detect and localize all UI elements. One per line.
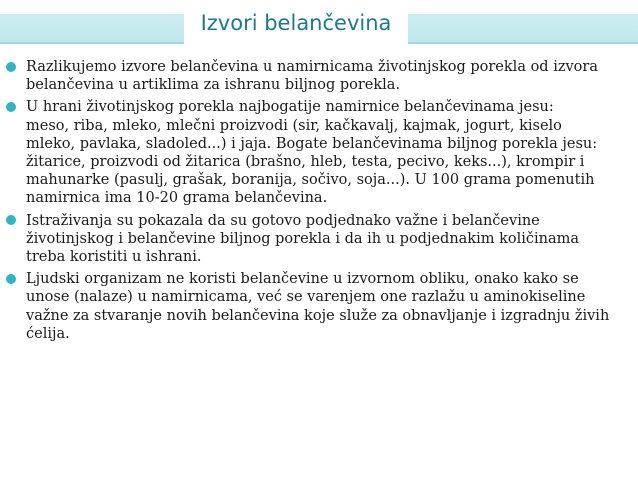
bullet-dot-icon <box>6 215 16 225</box>
bullet-text <box>26 212 628 267</box>
bullet-item <box>6 98 628 207</box>
bullet-list <box>6 58 628 347</box>
title-bar <box>0 0 638 46</box>
text-line: Ljudski organizam ne koristi belančevine u izvornom obliku, onako kako se <box>26 271 579 288</box>
text-line: mahunarke (pasulj, grašak, boranija, sočivo, soja...). U 100 grama pomenutih <box>26 172 595 189</box>
bullet-dot-icon <box>6 102 16 112</box>
text-line: žitarice, proizvodi od žitarica (brašno, hleb, testa, pecivo, keks...), krompir i <box>26 154 585 171</box>
bullet-dot-icon <box>6 62 16 72</box>
bullet-dot-icon <box>6 274 16 284</box>
text-line: belančevina u artiklima za ishranu biljnog porekla. <box>26 77 401 94</box>
bullet-item <box>6 58 628 94</box>
text-line: Razlikujemo izvore belančevina u namirnicama životinjskog porekla od izvora <box>26 59 598 75</box>
text-line: namirnica ima 10-20 grama belančevina. <box>26 190 328 207</box>
text-line: U hrani životinjskog porekla najbogatije namirnice belančevinama jesu: <box>26 99 554 116</box>
bullet-item <box>6 212 628 267</box>
text-line: Istraživanja su pokazala da su gotovo podjednako važne i belančevine <box>26 212 540 229</box>
text-line: mleko, pavlaka, sladoled...) i jaja. Bogate belančevinama biljnog porekla jesu: <box>26 135 598 152</box>
text-line: unose (nalaze) u namirnicama, već se varenjem one razlažu u aminokiseline <box>26 289 586 306</box>
slide-title: Izvori belančevina <box>200 11 392 35</box>
bullet-text <box>26 58 628 94</box>
text-line: ćelija. <box>26 325 70 342</box>
text-line: važne za stvaranje novih belančevina koje služe za obnavljanje i izgradnju živih <box>26 307 610 324</box>
text-line: treba koristiti u ishrani. <box>26 249 202 266</box>
text-line: meso, riba, mleko, mlečni proizvodi (sir, kačkavalj, kajmak, jogurt, kiselo <box>26 117 562 134</box>
bullet-text <box>26 270 628 343</box>
text-line: životinjskog i belančevine biljnog porekla i da ih u podjednakim količinama <box>26 230 580 247</box>
bullet-text <box>26 98 628 207</box>
bullet-item <box>6 270 628 343</box>
